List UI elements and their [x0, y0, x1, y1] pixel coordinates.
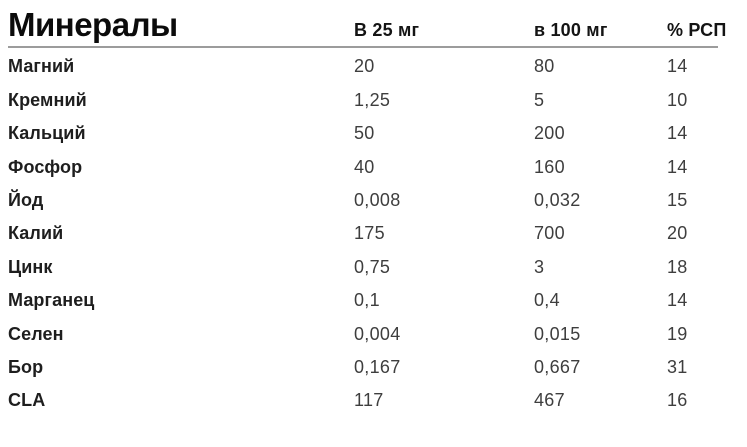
- mineral-name: CLA: [8, 390, 46, 411]
- value-per-100mg: 0,667: [534, 357, 581, 377]
- value-per-25mg: 20: [354, 56, 375, 77]
- table-row: [0, 50, 747, 83]
- mineral-name: Бор: [8, 357, 44, 377]
- table-row: [0, 317, 747, 350]
- value-per-100mg: 80: [534, 56, 555, 77]
- value-per-25mg: 0,004: [354, 323, 401, 344]
- value-rsp-percent: 15: [667, 190, 688, 211]
- mineral-name: Магний: [8, 56, 75, 77]
- value-rsp-percent: 14: [667, 56, 688, 77]
- value-per-100mg: 160: [534, 156, 565, 177]
- value-per-25mg: 0,1: [354, 290, 380, 311]
- value-per-100mg: 467: [534, 390, 565, 411]
- mineral-name: Кремний: [8, 89, 87, 110]
- value-per-100mg: 0,032: [534, 190, 581, 211]
- mineral-name: Кальций: [8, 123, 86, 144]
- value-rsp-percent: 31: [667, 357, 688, 377]
- table-body: [0, 50, 747, 417]
- mineral-name: Калий: [8, 223, 64, 244]
- value-rsp-percent: 18: [667, 256, 688, 277]
- column-header-per-25mg: В 25 мг: [354, 20, 420, 40]
- value-per-100mg: 3: [534, 256, 545, 277]
- value-per-100mg: 0,015: [534, 323, 581, 344]
- table-row: [0, 117, 747, 150]
- table-row: [0, 351, 747, 384]
- value-per-25mg: 0,75: [354, 256, 391, 277]
- value-per-25mg: 175: [354, 223, 385, 244]
- value-per-25mg: 1,25: [354, 89, 391, 110]
- value-rsp-percent: 19: [667, 323, 688, 344]
- value-per-25mg: 0,008: [354, 190, 401, 211]
- mineral-name: Марганец: [8, 290, 95, 311]
- table-row: [0, 84, 747, 117]
- header-divider: [8, 46, 718, 48]
- value-per-100mg: 5: [534, 89, 545, 110]
- table-row: [0, 184, 747, 217]
- mineral-name: Цинк: [8, 256, 53, 277]
- value-rsp-percent: 14: [667, 123, 688, 144]
- value-per-25mg: 0,167: [354, 357, 401, 377]
- table-row: [0, 150, 747, 183]
- value-rsp-percent: 20: [667, 223, 688, 244]
- value-per-100mg: 700: [534, 223, 565, 244]
- value-rsp-percent: 14: [667, 156, 688, 177]
- value-rsp-percent: 10: [667, 89, 688, 110]
- column-header-rsp-percent: % РСП: [667, 20, 727, 40]
- mineral-name: Селен: [8, 323, 64, 344]
- value-per-25mg: 50: [354, 123, 375, 144]
- value-per-100mg: 0,4: [534, 290, 560, 311]
- mineral-name: Йод: [8, 190, 44, 211]
- mineral-name: Фосфор: [8, 156, 83, 177]
- table-row: [0, 284, 747, 317]
- table-header: [0, 0, 747, 43]
- table-row: [0, 217, 747, 250]
- column-header-per-100mg: в 100 мг: [534, 20, 608, 40]
- table-row: [0, 384, 747, 417]
- value-per-25mg: 40: [354, 156, 375, 177]
- table-row: [0, 251, 747, 284]
- value-per-25mg: 117: [354, 390, 384, 411]
- value-rsp-percent: 14: [667, 290, 688, 311]
- value-per-100mg: 200: [534, 123, 565, 144]
- page-title: Минералы: [8, 6, 178, 43]
- value-rsp-percent: 16: [667, 390, 688, 411]
